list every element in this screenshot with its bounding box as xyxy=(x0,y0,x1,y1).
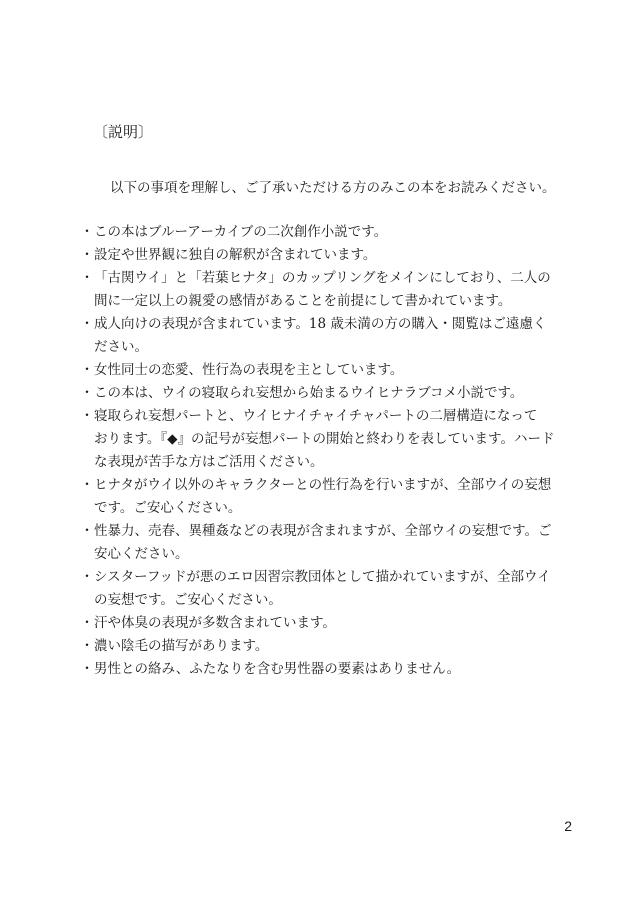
list-item xyxy=(80,221,580,244)
list-item-text xyxy=(94,221,580,244)
list-item xyxy=(80,566,580,612)
bullet-mark: ・ xyxy=(80,362,94,378)
list-item-text xyxy=(94,520,580,566)
text-line: 安心ください。 xyxy=(94,546,189,562)
list-item xyxy=(80,244,580,267)
list-item xyxy=(80,658,580,681)
list-item xyxy=(80,520,580,566)
bullet-mark: ・ xyxy=(80,638,94,654)
bullet-mark: ・ xyxy=(80,385,94,401)
list-item-text xyxy=(94,244,580,267)
text-line: 女性同士の恋愛、性行為の表現を主としています。 xyxy=(94,362,404,378)
bullet-mark: ・ xyxy=(80,270,94,286)
list-item-text xyxy=(94,267,580,313)
text-line: ださい。 xyxy=(94,339,148,355)
bullet-mark: ・ xyxy=(80,408,94,424)
text-line: の妄想です。ご安心ください。 xyxy=(94,592,282,608)
text-line: 性暴力、売春、異種姦などの表現が含まれますが、全部ウイの妄想です。ご xyxy=(94,523,552,539)
intro-paragraph: 以下の事項を理解し、ご了承いただける方のみこの本をお読みください。 xyxy=(110,180,556,196)
text-line: おります。『◆』の記号が妄想パートの開始と終わりを表しています。ハード xyxy=(94,431,555,447)
bullet-mark: ・ xyxy=(80,523,94,539)
bullet-mark: ・ xyxy=(80,224,94,240)
text-line: 間に一定以上の親愛の感情があることを前提にして書かれています。 xyxy=(94,293,512,309)
list-item-text xyxy=(94,612,580,635)
list-item xyxy=(80,267,580,313)
list-item xyxy=(80,635,580,658)
list-item xyxy=(80,313,580,359)
list-item xyxy=(80,405,580,474)
list-item-text xyxy=(94,359,580,382)
notice-list xyxy=(80,221,580,681)
bullet-mark: ・ xyxy=(80,477,94,493)
bullet-mark: ・ xyxy=(80,316,94,332)
section-heading: 〔説明〕 xyxy=(93,123,154,141)
text-line: 寝取られ妄想パートと、ウイヒナイチャイチャパートの二層構造になって xyxy=(94,408,538,424)
text-line: この本は、ウイの寝取られ妄想から始まるウイヒナラブコメ小説です。 xyxy=(94,385,524,401)
list-item xyxy=(80,359,580,382)
list-item xyxy=(80,382,580,405)
text-line: ヒナタがウイ以外のキャラクターとの性行為を行いますが、全部ウイの妄想 xyxy=(94,477,552,493)
bullet-mark: ・ xyxy=(80,569,94,585)
text-line: 成人向けの表現が含まれています。18 歳未満の方の購入・閲覧はご遠慮く xyxy=(94,316,547,332)
list-item-text xyxy=(94,405,580,474)
list-item-text xyxy=(94,474,580,520)
bullet-mark: ・ xyxy=(80,661,94,677)
page-number: 2 xyxy=(564,818,572,834)
list-item-text xyxy=(94,566,580,612)
text-line: です。ご安心ください。 xyxy=(94,500,242,516)
text-line: 「古関ウイ」と「若葉ヒナタ」のカップリングをメインにしており、二人の xyxy=(94,270,551,286)
bullet-mark: ・ xyxy=(80,247,94,263)
text-line: シスターフッドが悪のエロ因習宗教団体として描かれていますが、全部ウイ xyxy=(94,569,551,585)
text-line: この本はブルーアーカイブの二次創作小説です。 xyxy=(94,224,388,240)
list-item-text xyxy=(94,635,580,658)
list-item-text xyxy=(94,658,580,681)
text-line: な表現が苦手な方はご活用ください。 xyxy=(94,454,324,470)
list-item xyxy=(80,474,580,520)
text-line: 設定や世界観に独自の解釈が含まれています。 xyxy=(94,247,377,263)
list-item-text xyxy=(94,382,580,405)
list-item xyxy=(80,612,580,635)
bullet-mark: ・ xyxy=(80,615,94,631)
list-item-text xyxy=(94,313,580,359)
text-line: 男性との絡み、ふたなりを含む男性器の要素はありません。 xyxy=(94,661,461,677)
text-line: 汗や体臭の表現が多数含まれています。 xyxy=(94,615,336,631)
text-line: 濃い陰毛の描写があります。 xyxy=(94,638,269,654)
